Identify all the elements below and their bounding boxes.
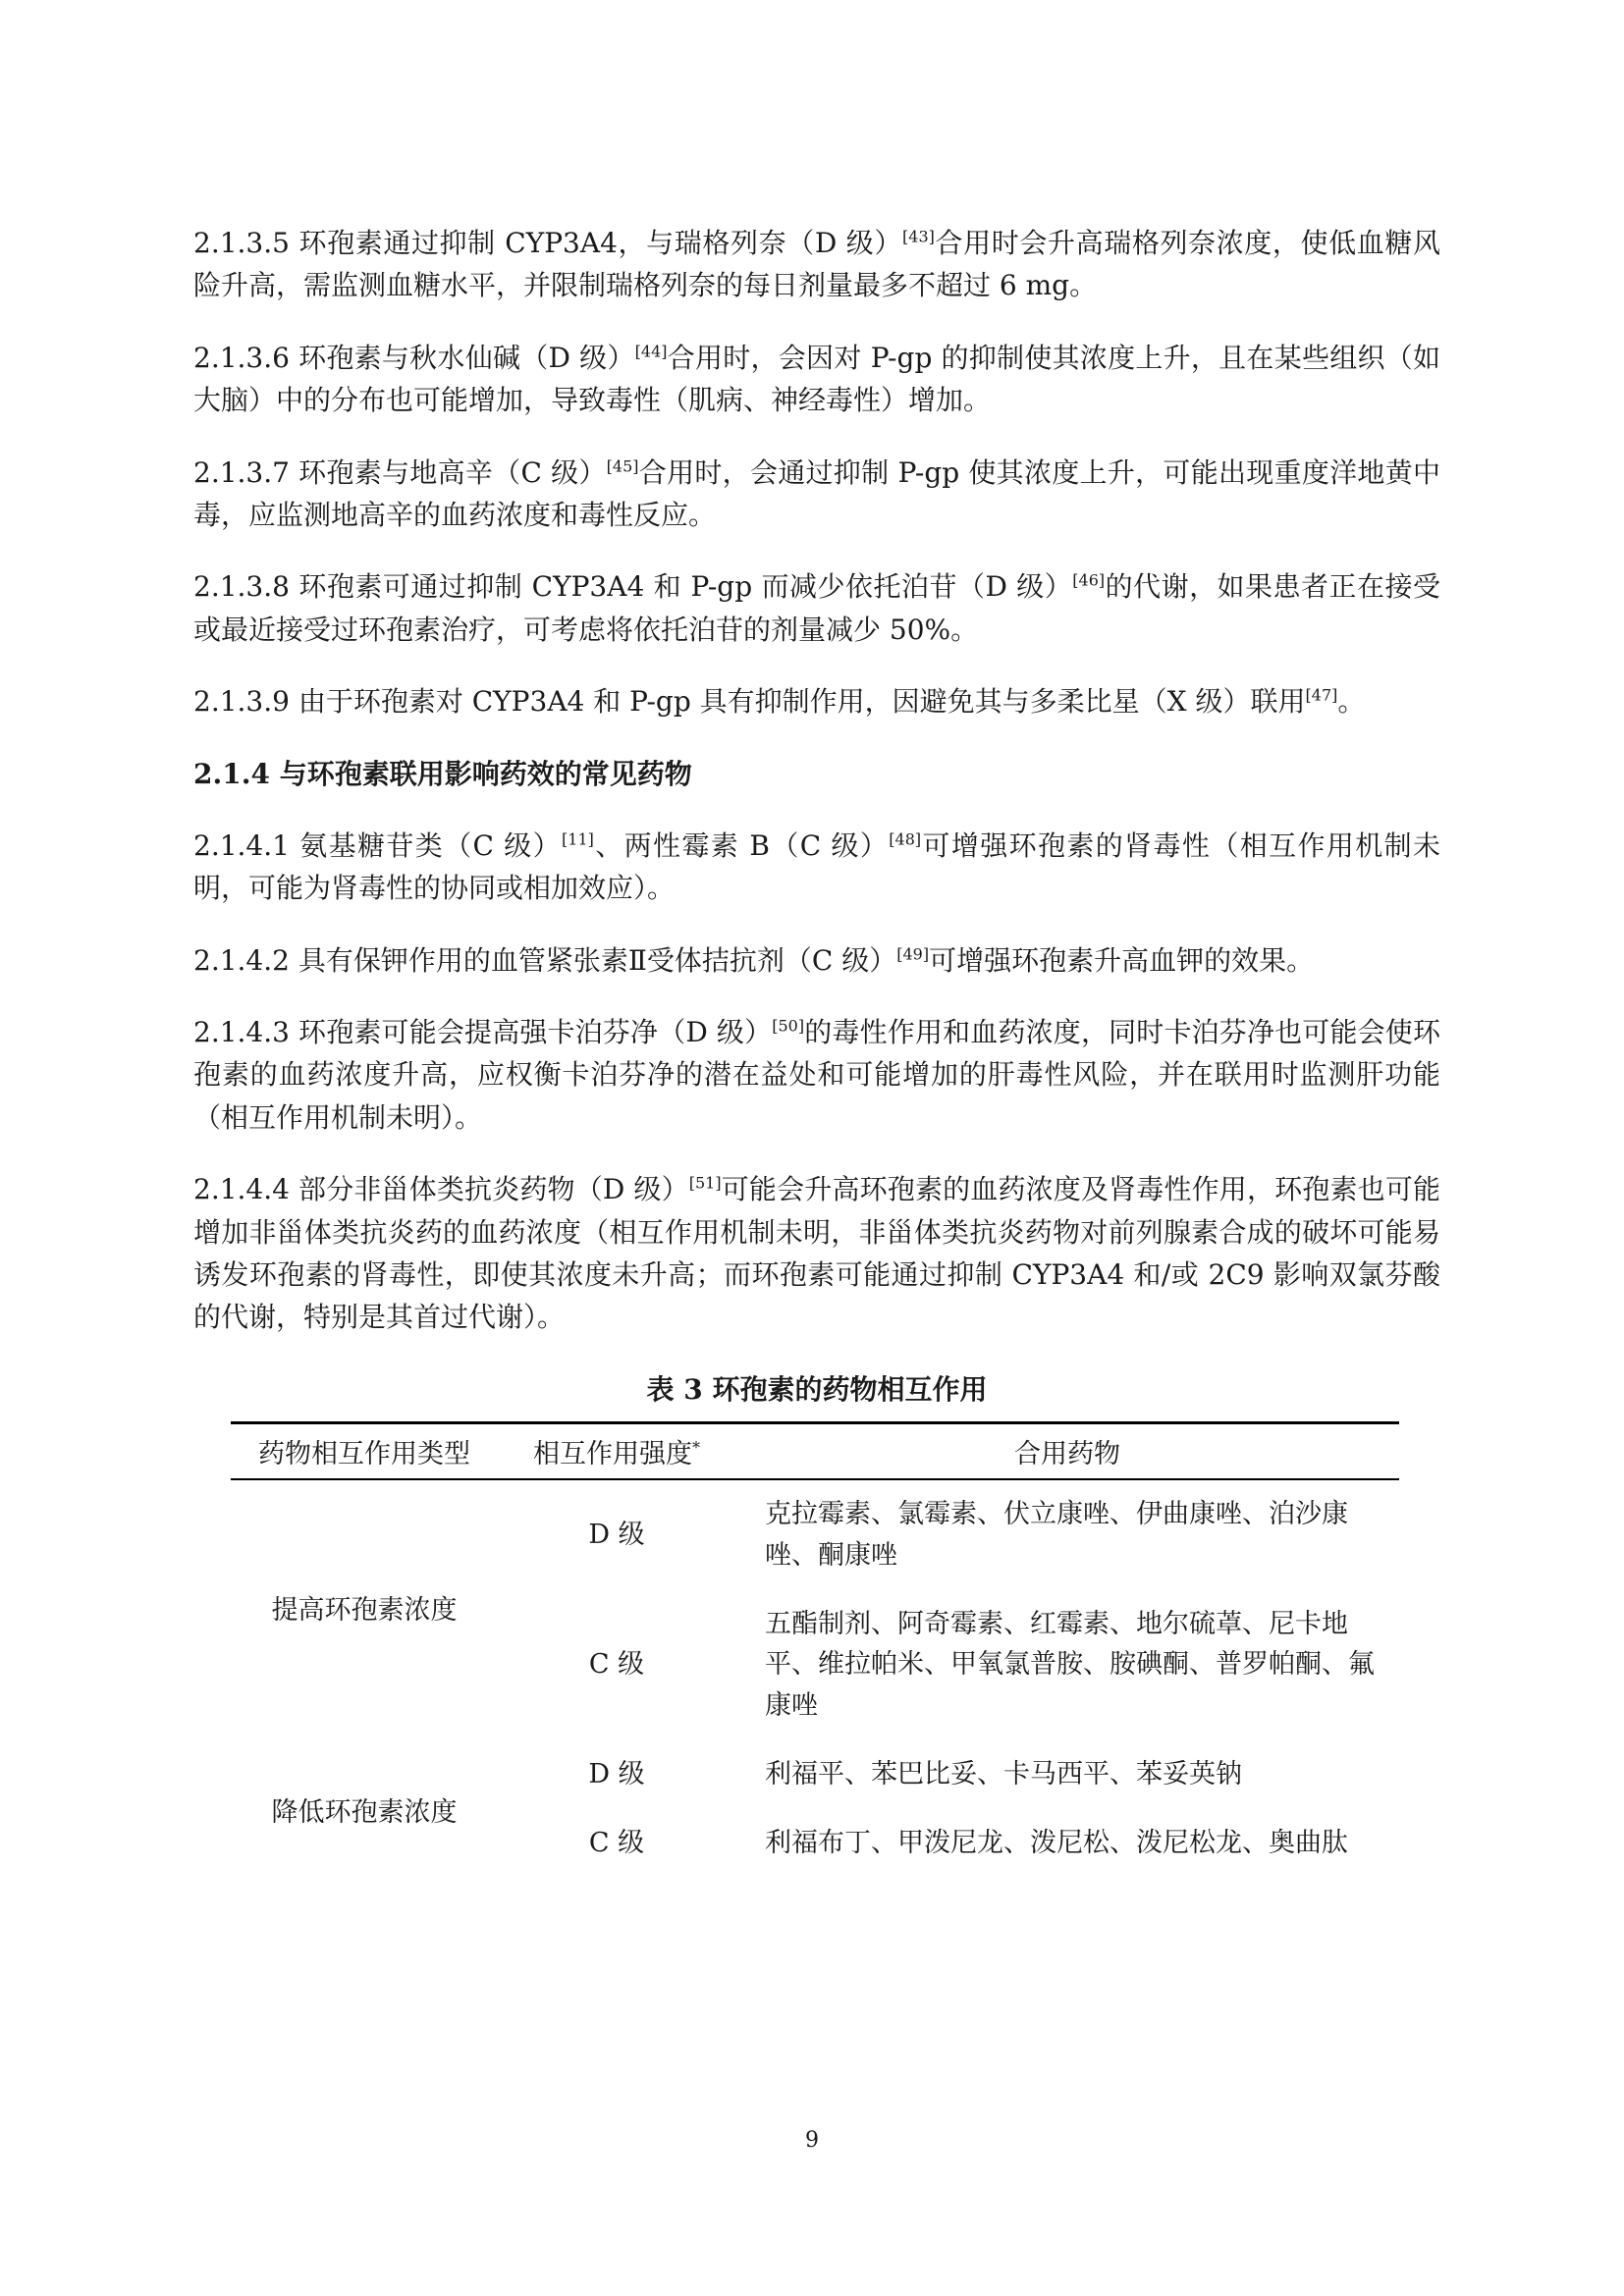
drug-interaction-table (231, 1421, 1399, 1886)
citation-ref: [45] (606, 456, 639, 476)
header-combined-drugs: 合用药物 (735, 1422, 1399, 1479)
paragraph-2-1-4-1: 2.1.4.1 氨基糖苷类（C 级）[11]、两性霉素 B（C 级）[48]可增强环孢素的肾毒性（相互作用机制未明，可能为肾毒性的协同或相加效应）。 (193, 828, 1440, 905)
citation-ref: [43] (902, 227, 935, 246)
table-row (231, 1740, 1399, 1809)
paragraph-2-1-4-4: 2.1.4.4 部分非甾体类抗炎药物（D 级）[51]可能会升高环孢素的血药浓度及肾毒性作用，环孢素也可能增加非甾体类抗炎药的血药浓度（相互作用机制未明，非甾体类抗炎药物对前列腺素合成的破坏可能易诱发环孢素的肾毒性，即使其浓度未升高；而环孢素可能通过抑制 CYP3A4 和/或 2C9 影响双氯芬酸的代谢，特别是其首过代谢）。 (193, 1173, 1440, 1334)
citation-ref: [49] (896, 944, 930, 964)
paragraph-2-1-3-5: 2.1.3.5 环孢素通过抑制 CYP3A4，与瑞格列奈（D 级）[43]合用时会升高瑞格列奈浓度，使低血糖风险升高，需监测血糖水平，并限制瑞格列奈的每日剂量最多不超过 6 mg。 (193, 227, 1440, 302)
citation-ref: [46] (1072, 571, 1106, 591)
citation-ref: [47] (1305, 685, 1338, 705)
footnote-mark: * (692, 1437, 700, 1457)
paragraph-2-1-3-9: 2.1.3.9 由于环孢素对 CYP3A4 和 P-gp 具有抑制作用，因避免其与多柔比星（X 级）联用[47]。 (193, 685, 1366, 719)
table-header-row (231, 1422, 1399, 1479)
paragraph-2-1-3-8: 2.1.3.8 环孢素可通过抑制 CYP3A4 和 P-gp 而减少依托泊苷（D 级）[46]的代谢，如果患者正在接受或最近接受过环孢素治疗，可考虑将依托泊苷的剂量减少 50%。 (193, 570, 1440, 646)
table-row (231, 1479, 1399, 1590)
grade-cell: D 级 (588, 1759, 645, 1790)
paragraph-2-1-3-7: 2.1.3.7 环孢素与地高辛（C 级）[45]合用时，会通过抑制 P-gp 使其浓度上升，可能出现重度洋地黄中毒，应监测地高辛的血药浓度和毒性反应。 (193, 455, 1441, 531)
interaction-type-cell: 降低环孢素浓度 (271, 1796, 458, 1828)
drugs-cell: 五酯制剂、阿奇霉素、红霉素、地尔硫䓬、尼卡地平、维拉帕米、甲氧氯普胺、胺碘酮、普罗帕酮、氟康唑 (765, 1608, 1375, 1722)
paragraph-2-1-4-2: 2.1.4.2 具有保钾作用的血管紧张素Ⅱ受体拮抗剂（C 级）[49]可增强环孢素升高血钾的效果。 (193, 943, 1315, 977)
paragraph-2-1-4-3: 2.1.4.3 环孢素可能会提高强卡泊芬净（D 级）[50]的毒性作用和血药浓度，同时卡泊芬净也可能会使环孢素的血药浓度升高，应权衡卡泊芬净的潜在益处和可能增加的肝毒性风险，并在联用时监测肝功能（相互作用机制未明）。 (193, 1016, 1440, 1134)
section-heading-2-1-4: 2.1.4 与环孢素联用影响药效的常见药物 (193, 757, 692, 790)
citation-ref: [11] (562, 829, 594, 849)
citation-ref: [44] (634, 342, 668, 361)
drugs-cell: 克拉霉素、氯霉素、伏立康唑、伊曲康唑、泊沙康唑、酮康唑 (765, 1498, 1348, 1571)
table-caption: 表 3 环孢素的药物相互作用 (646, 1372, 988, 1406)
interaction-type-cell: 提高环孢素浓度 (271, 1594, 458, 1626)
drugs-cell: 利福布丁、甲泼尼龙、泼尼松、泼尼松龙、奥曲肽 (765, 1827, 1348, 1858)
page-number: 9 (805, 2128, 819, 2153)
citation-ref: [51] (688, 1173, 722, 1193)
header-interaction-strength: 相互作用强度* (498, 1422, 735, 1479)
header-interaction-type: 药物相互作用类型 (231, 1422, 498, 1479)
paragraph-2-1-3-6: 2.1.3.6 环孢素与秋水仙碱（D 级）[44]合用时，会因对 P-gp 的抑制使其浓度上升，且在某些组织（如大脑）中的分布也可能增加，导致毒性（肌病、神经毒性）增加。 (193, 341, 1441, 417)
grade-cell: D 级 (588, 1519, 645, 1550)
citation-ref: [50] (772, 1016, 805, 1036)
citation-ref: [48] (889, 829, 922, 849)
grade-cell: C 级 (588, 1827, 645, 1858)
drugs-cell: 利福平、苯巴比妥、卡马西平、苯妥英钠 (765, 1759, 1242, 1790)
document-body (193, 222, 1440, 1886)
grade-cell: C 级 (588, 1649, 645, 1681)
